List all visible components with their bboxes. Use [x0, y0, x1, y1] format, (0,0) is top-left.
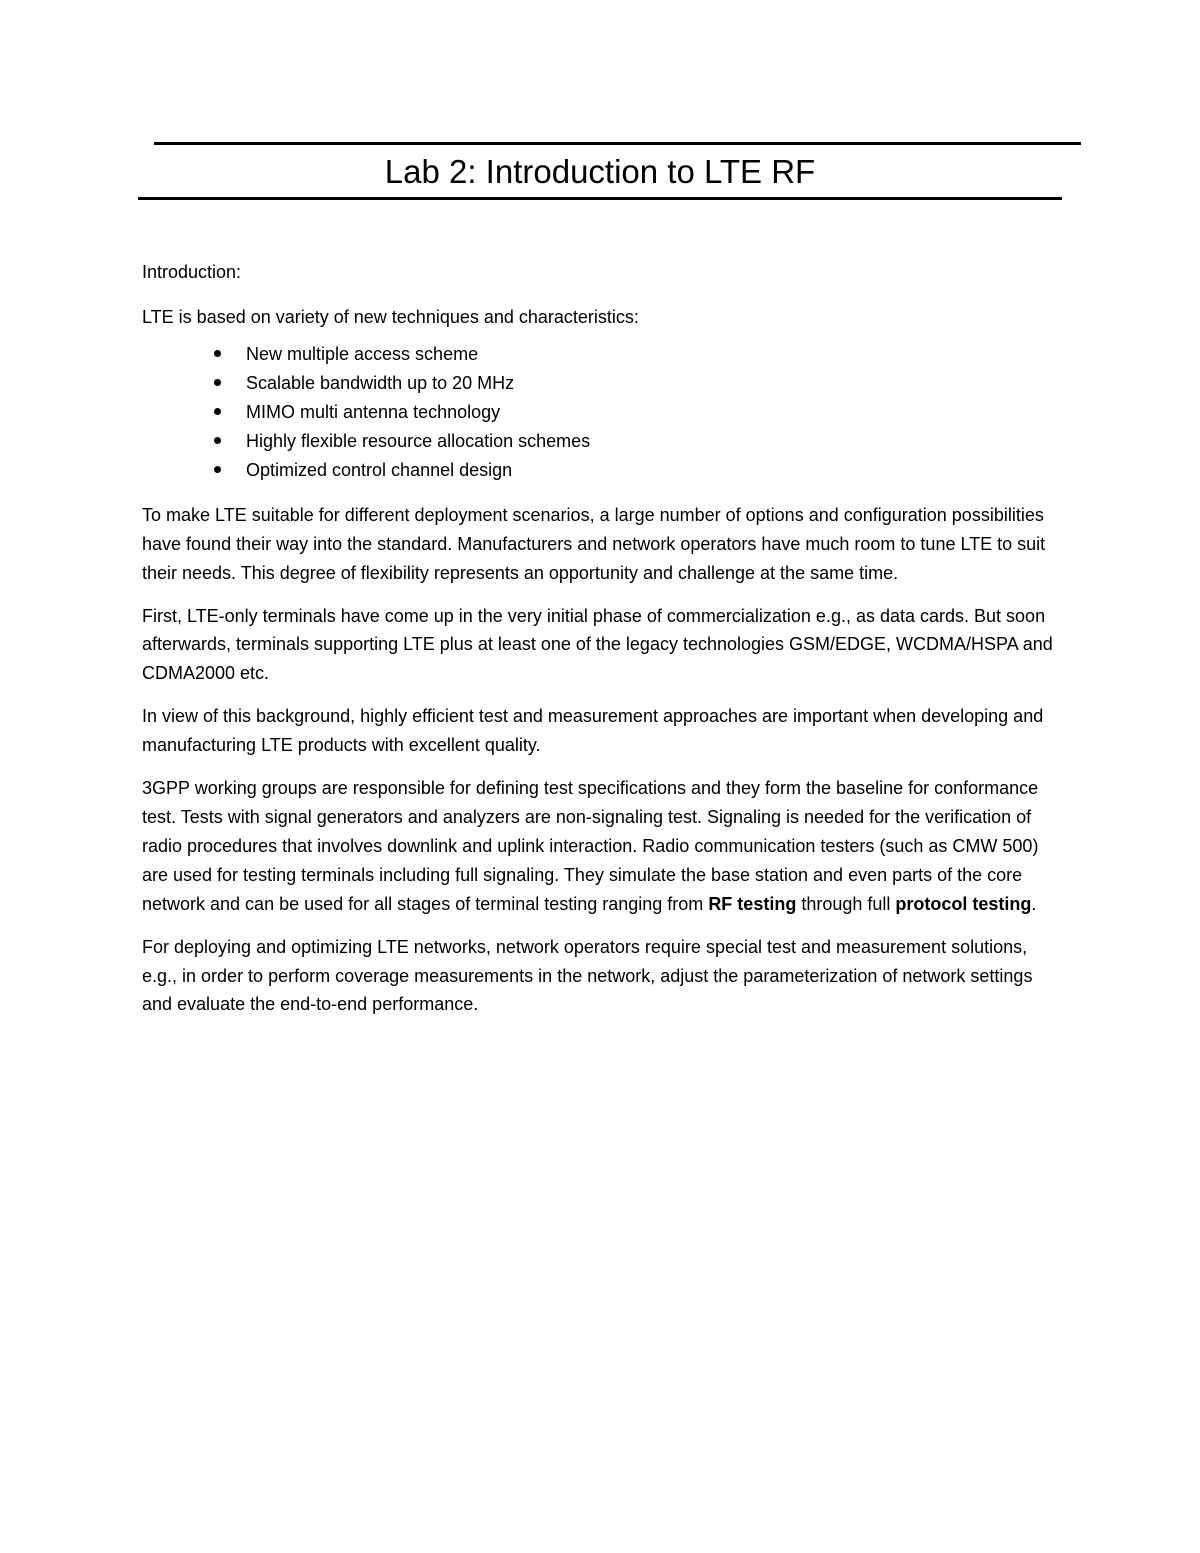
- rf-testing-emphasis: RF testing: [708, 893, 797, 914]
- bullet-icon: [214, 350, 221, 357]
- list-item: [142, 456, 1057, 485]
- paragraph-3gpp-text-a: 3GPP working groups are responsible for defining test specifications and they form the baseline for conformance test. Tests with signal generators and analyzers are non-signaling test. Signaling is needed for the verification of radio procedures that involves downlink and uplink interaction. Radio communication testers (such as CMW 500) are used for testing terminals including full signaling. They simulate the base station and even parts of the core network and can be used for all stages of terminal testing ranging from: [142, 778, 1039, 914]
- paragraph-test-approaches: In view of this background, highly efficient test and measurement approaches are important when developing and manufacturing LTE products with excellent quality.: [142, 706, 1044, 756]
- list-item-text: MIMO multi antenna technology: [246, 401, 501, 422]
- paragraph-terminals: First, LTE-only terminals have come up in the very initial phase of commercialization e.g., as data cards. But soon afterwards, terminals supporting LTE plus at least one of the legacy technologies GSM/EDGE, WCDMA/HSPA and CDMA2000 etc.: [142, 605, 1053, 684]
- title-top-rule: [154, 142, 1081, 145]
- bullet-icon: [214, 379, 221, 386]
- bullet-icon: [214, 466, 221, 473]
- list-item-text: Scalable bandwidth up to 20 MHz: [246, 372, 515, 393]
- feature-list: [142, 340, 1057, 485]
- lead-paragraph: LTE is based on variety of new techniques and characteristics:: [142, 306, 639, 327]
- paragraph-3gpp: [142, 774, 1057, 919]
- list-item: [142, 340, 1057, 369]
- paragraph-3gpp-text-b: through full: [796, 893, 896, 914]
- page-title: Lab 2: Introduction to LTE RF: [384, 153, 816, 190]
- list-item-text: Highly flexible resource allocation schemes: [246, 430, 591, 451]
- protocol-testing-emphasis: protocol testing: [895, 893, 1032, 914]
- list-item-text: Optimized control channel design: [246, 459, 513, 480]
- paragraph-3gpp-text-c: .: [1031, 893, 1037, 914]
- list-item: [142, 369, 1057, 398]
- title-bottom-rule: [138, 197, 1062, 200]
- bullet-icon: [214, 437, 221, 444]
- list-item: [142, 427, 1057, 456]
- bullet-icon: [214, 408, 221, 415]
- paragraph-deployment: For deploying and optimizing LTE networks, network operators require special test and measurement solutions, e.g., in order to perform coverage measurements in the network, adjust the parameterization of network settings and evaluate the end-to-end performance.: [142, 936, 1033, 1015]
- document-body: [142, 258, 1057, 1033]
- paragraph-flexibility: To make LTE suitable for different deployment scenarios, a large number of options and configuration possibilities have found their way into the standard. Manufacturers and network operators have much room to tune LTE to suit their needs. This degree of flexibility represents an opportunity and challenge at the same time.: [142, 504, 1046, 583]
- list-item: [142, 398, 1057, 427]
- list-item-text: New multiple access scheme: [246, 343, 479, 364]
- intro-heading: Introduction:: [142, 262, 242, 282]
